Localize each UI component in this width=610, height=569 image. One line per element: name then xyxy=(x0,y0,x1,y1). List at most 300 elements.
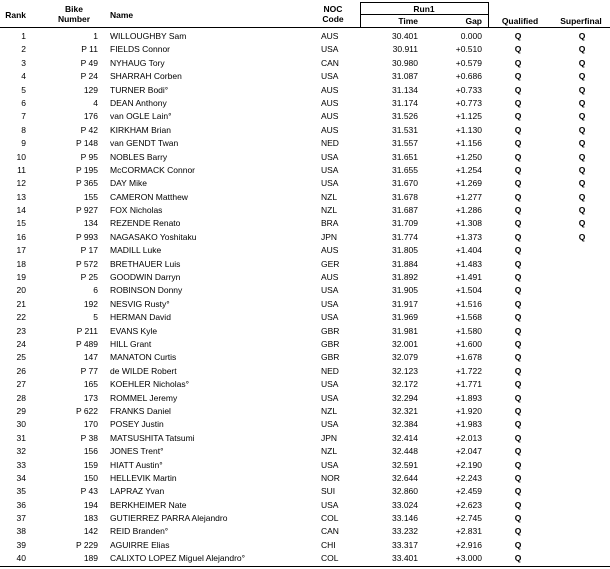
noc-code-cell: NZL xyxy=(321,446,338,457)
qualified-cell: Q xyxy=(514,419,522,430)
noc-code-cell: GBR xyxy=(321,352,340,363)
qualified-cell: Q xyxy=(514,31,522,41)
bike-number-cell: 134 xyxy=(83,218,98,229)
rank-cell: 24 xyxy=(16,338,26,349)
bike-number-cell: P 622 xyxy=(75,405,98,416)
qualified-cell: Q xyxy=(514,432,522,443)
table-row xyxy=(0,57,610,70)
noc-code-cell: USA xyxy=(321,499,339,510)
table-row xyxy=(0,539,610,552)
noc-code-cell: CAN xyxy=(321,57,339,68)
gap-cell: +1.250 xyxy=(455,151,482,162)
name-header: Name xyxy=(110,10,134,20)
gap-cell: +1.983 xyxy=(455,419,482,430)
time-cell: 31.892 xyxy=(392,272,418,283)
time-cell: 31.531 xyxy=(392,124,418,135)
athlete-name-cell: HELLEVIK Martin xyxy=(110,472,177,483)
table-row xyxy=(0,124,610,137)
athlete-name-cell: HERMAN David xyxy=(110,312,171,323)
qualified-cell: Q xyxy=(514,459,522,470)
athlete-name-cell: NOBLES Barry xyxy=(110,151,168,162)
time-cell: 32.294 xyxy=(392,392,418,403)
bike-number-cell: P 17 xyxy=(80,245,98,256)
bike-number-cell: P 38 xyxy=(80,432,98,443)
qualified-cell: Q xyxy=(514,84,522,95)
rank-cell: 40 xyxy=(16,553,26,564)
superfinal-cell: Q xyxy=(578,124,586,135)
time-cell: 31.884 xyxy=(392,258,418,269)
gap-cell: +1.722 xyxy=(455,365,482,376)
time-cell: 31.687 xyxy=(392,205,418,216)
rank-cell: 8 xyxy=(21,124,26,135)
qualified-cell: Q xyxy=(514,338,522,349)
athlete-name-cell: HILL Grant xyxy=(110,338,152,349)
noc-code-cell: SUI xyxy=(321,486,336,497)
bike-number-cell: 155 xyxy=(83,191,98,202)
athlete-name-cell: DAY Mike xyxy=(110,178,148,189)
gap-cell: +1.600 xyxy=(455,338,482,349)
rank-cell: 19 xyxy=(16,272,26,283)
rank-cell: 21 xyxy=(16,298,26,309)
noc-code-cell: AUS xyxy=(321,111,339,122)
qualified-cell: Q xyxy=(514,499,522,510)
athlete-name-cell: AGUIRRE Elias xyxy=(110,539,170,550)
rank-header: Rank xyxy=(5,10,26,20)
time-cell: 32.448 xyxy=(392,446,418,457)
gap-cell: +2.243 xyxy=(455,472,482,483)
rank-cell: 10 xyxy=(16,151,26,162)
time-cell: 31.709 xyxy=(392,218,418,229)
athlete-name-cell: GUTIERREZ PARRA Alejandro xyxy=(110,513,228,524)
noc-code-cell: NED xyxy=(321,138,339,149)
rank-cell: 36 xyxy=(16,499,26,510)
qualified-cell: Q xyxy=(514,553,522,564)
header-bottom-rule xyxy=(0,27,610,28)
results-table-body xyxy=(0,30,610,566)
gap-cell: +1.568 xyxy=(455,312,482,323)
table-row xyxy=(0,70,610,83)
time-cell: 31.969 xyxy=(392,312,418,323)
bike-number-cell: P 993 xyxy=(75,231,98,242)
rank-cell: 7 xyxy=(21,111,26,122)
table-row xyxy=(0,351,610,364)
time-cell: 31.774 xyxy=(392,231,418,242)
noc-code-cell: USA xyxy=(321,419,339,430)
rank-cell: 32 xyxy=(16,446,26,457)
superfinal-cell: Q xyxy=(578,44,586,55)
qualified-cell: Q xyxy=(514,312,522,323)
table-row xyxy=(0,485,610,498)
noc-code-cell: GER xyxy=(321,258,340,269)
noc-code-cell: NED xyxy=(321,365,339,376)
rank-cell: 12 xyxy=(16,178,26,189)
noc-code-cell: USA xyxy=(321,164,339,175)
gap-cell: +0.686 xyxy=(455,71,482,82)
table-row xyxy=(0,110,610,123)
table-row xyxy=(0,30,610,43)
gap-cell: +1.504 xyxy=(455,285,482,296)
noc-code-cell: JPN xyxy=(321,432,338,443)
run1-right-rule xyxy=(488,2,489,28)
time-cell: 30.980 xyxy=(392,57,418,68)
time-cell: 33.401 xyxy=(392,553,418,564)
gap-cell: +1.580 xyxy=(455,325,482,336)
table-row xyxy=(0,405,610,418)
qualified-cell: Q xyxy=(514,218,522,229)
gap-cell: +1.678 xyxy=(455,352,482,363)
athlete-name-cell: ROBINSON Donny xyxy=(110,285,183,296)
gap-cell: +2.831 xyxy=(455,526,482,537)
gap-cell: +1.308 xyxy=(455,218,482,229)
athlete-name-cell: NYHAUG Tory xyxy=(110,57,165,68)
bike-number-cell: 176 xyxy=(83,111,98,122)
rank-cell: 25 xyxy=(16,352,26,363)
time-cell: 31.557 xyxy=(392,138,418,149)
athlete-name-cell: CAMERON Matthew xyxy=(110,191,188,202)
table-row xyxy=(0,43,610,56)
noc-code-cell: USA xyxy=(321,379,339,390)
table-row xyxy=(0,378,610,391)
noc-code-cell: NZL xyxy=(321,191,338,202)
noc-code-cell: AUS xyxy=(321,84,339,95)
athlete-name-cell: FOX Nicholas xyxy=(110,205,163,216)
qualified-cell: Q xyxy=(514,151,522,162)
gap-cell: +1.483 xyxy=(455,258,482,269)
gap-cell: +2.745 xyxy=(455,513,482,524)
gap-cell: +1.254 xyxy=(455,164,482,175)
time-cell: 31.134 xyxy=(392,84,418,95)
table-row xyxy=(0,244,610,257)
bike-number-cell: P 95 xyxy=(80,151,98,162)
noc-code-cell: GBR xyxy=(321,338,340,349)
rank-cell: 23 xyxy=(16,325,26,336)
noc-code-cell: CAN xyxy=(321,526,339,537)
bike-number-cell: P 77 xyxy=(80,365,98,376)
table-row xyxy=(0,191,610,204)
noc-code-cell: GBR xyxy=(321,325,340,336)
rank-cell: 5 xyxy=(21,84,26,95)
rank-cell: 1 xyxy=(21,31,26,41)
time-cell: 32.591 xyxy=(392,459,418,470)
table-row xyxy=(0,459,610,472)
bike-number-cell: 147 xyxy=(83,352,98,363)
rank-cell: 11 xyxy=(17,164,26,175)
run1-mid-rule xyxy=(360,14,488,15)
rank-cell: 3 xyxy=(21,57,26,68)
qualified-cell: Q xyxy=(514,446,522,457)
noc-code-cell: USA xyxy=(321,312,339,323)
bike-number-cell: 170 xyxy=(83,419,98,430)
bike-number-cell: 129 xyxy=(83,84,98,95)
athlete-name-cell: McCORMACK Connor xyxy=(110,164,196,175)
bike-number-cell: P 42 xyxy=(80,124,98,135)
noc-code-cell: USA xyxy=(321,459,339,470)
time-cell: 31.655 xyxy=(392,164,418,175)
superfinal-cell: Q xyxy=(578,138,586,149)
table-row xyxy=(0,338,610,351)
time-cell: 31.805 xyxy=(392,245,418,256)
time-cell: 31.917 xyxy=(392,298,418,309)
table-bottom-rule xyxy=(0,566,610,567)
qualified-cell: Q xyxy=(514,258,522,269)
athlete-name-cell: REID Branden° xyxy=(110,526,169,537)
rank-cell: 20 xyxy=(16,285,26,296)
bike-number-cell: 1 xyxy=(93,31,98,41)
bike-number-cell: 159 xyxy=(83,459,98,470)
gap-cell: +1.130 xyxy=(455,124,482,135)
bike-number-cell: 6 xyxy=(93,285,98,296)
noc-code-cell: USA xyxy=(321,285,339,296)
athlete-name-cell: REZENDE Renato xyxy=(110,218,181,229)
run1-top-rule xyxy=(360,2,488,3)
rank-cell: 22 xyxy=(16,312,26,323)
noc-code-cell: COL xyxy=(321,553,339,564)
time-cell: 33.024 xyxy=(392,499,418,510)
noc-code-cell: USA xyxy=(321,392,339,403)
bike-number-cell: 142 xyxy=(83,526,98,537)
qualified-cell: Q xyxy=(514,298,522,309)
gap-cell: +1.125 xyxy=(455,111,482,122)
rank-cell: 9 xyxy=(21,138,26,149)
table-row xyxy=(0,418,610,431)
noc-code-cell: USA xyxy=(321,71,339,82)
rank-cell: 4 xyxy=(21,71,26,82)
qualified-cell: Q xyxy=(514,57,522,68)
bike-number-cell: P 148 xyxy=(75,138,98,149)
gap-cell: +1.286 xyxy=(455,205,482,216)
qualified-cell: Q xyxy=(514,44,522,55)
gap-cell: +2.459 xyxy=(455,486,482,497)
bike-number-cell: 4 xyxy=(93,97,98,108)
qualified-cell: Q xyxy=(514,178,522,189)
qualified-cell: Q xyxy=(514,526,522,537)
time-cell: 31.174 xyxy=(392,97,418,108)
noc-code-cell: AUS xyxy=(321,97,339,108)
gap-cell: +1.404 xyxy=(455,245,482,256)
superfinal-cell: Q xyxy=(578,84,586,95)
noc-code-cell: COL xyxy=(321,513,339,524)
time-cell: 32.644 xyxy=(392,472,418,483)
qualified-cell: Q xyxy=(514,124,522,135)
bike-number-cell: 173 xyxy=(83,392,98,403)
athlete-name-cell: FIELDS Connor xyxy=(110,44,170,55)
athlete-name-cell: TURNER Bodi° xyxy=(110,84,169,95)
noc-code-cell: USA xyxy=(321,151,339,162)
table-row xyxy=(0,311,610,324)
table-row xyxy=(0,472,610,485)
time-cell: 33.232 xyxy=(392,526,418,537)
qualified-cell: Q xyxy=(514,325,522,336)
athlete-name-cell: CALIXTO LOPEZ Miguel Alejandro° xyxy=(110,553,246,564)
bike-number-cell: P 195 xyxy=(75,164,98,175)
rank-cell: 39 xyxy=(16,539,26,550)
table-row xyxy=(0,284,610,297)
qualified-cell: Q xyxy=(514,513,522,524)
rank-cell: 15 xyxy=(16,218,26,229)
rank-cell: 27 xyxy=(16,379,26,390)
bike-number-cell: 183 xyxy=(83,513,98,524)
superfinal-cell: Q xyxy=(578,151,586,162)
qualified-cell: Q xyxy=(514,231,522,242)
rank-cell: 31 xyxy=(16,432,26,443)
athlete-name-cell: BRETHAUER Luis xyxy=(110,258,181,269)
gap-cell: +1.277 xyxy=(455,191,482,202)
gap-header: Gap xyxy=(465,16,482,26)
superfinal-cell: Q xyxy=(578,191,586,202)
superfinal-cell: Q xyxy=(578,218,586,229)
gap-cell: +1.491 xyxy=(455,272,482,283)
superfinal-cell: Q xyxy=(578,205,586,216)
noc-code-cell: JPN xyxy=(321,231,338,242)
table-row xyxy=(0,512,610,525)
bike-number-cell: P 489 xyxy=(75,338,98,349)
rank-cell: 14 xyxy=(16,205,26,216)
gap-cell: +2.013 xyxy=(455,432,482,443)
gap-cell: +1.920 xyxy=(455,405,482,416)
gap-cell: +1.893 xyxy=(455,392,482,403)
noc-code-cell: CHI xyxy=(321,539,336,550)
gap-cell: +1.269 xyxy=(455,178,482,189)
noc-code-cell: NZL xyxy=(321,205,338,216)
athlete-name-cell: MATSUSHITA Tatsumi xyxy=(110,432,195,443)
gap-cell: +2.916 xyxy=(455,539,482,550)
rank-cell: 16 xyxy=(16,231,26,242)
gap-cell: +1.516 xyxy=(455,298,482,309)
time-cell: 33.146 xyxy=(392,513,418,524)
table-row xyxy=(0,365,610,378)
noc-code-cell: NOR xyxy=(321,472,340,483)
time-cell: 31.981 xyxy=(392,325,418,336)
time-cell: 31.670 xyxy=(392,178,418,189)
athlete-name-cell: BERKHEIMER Nate xyxy=(110,499,187,510)
time-cell: 32.123 xyxy=(392,365,418,376)
athlete-name-cell: LAPRAZ Yvan xyxy=(110,486,165,497)
athlete-name-cell: KIRKHAM Brian xyxy=(110,124,171,135)
gap-cell: +2.047 xyxy=(455,446,482,457)
time-cell: 32.079 xyxy=(392,352,418,363)
rank-cell: 6 xyxy=(21,97,26,108)
athlete-name-cell: FRANKS Daniel xyxy=(110,405,171,416)
qualified-cell: Q xyxy=(514,245,522,256)
rank-cell: 34 xyxy=(16,472,26,483)
time-cell: 33.317 xyxy=(392,539,418,550)
rank-cell: 29 xyxy=(16,405,26,416)
time-cell: 32.172 xyxy=(392,379,418,390)
noc-code-cell: USA xyxy=(321,298,339,309)
athlete-name-cell: ROMMEL Jeremy xyxy=(110,392,178,403)
athlete-name-cell: WILLOUGHBY Sam xyxy=(110,31,187,41)
table-row xyxy=(0,445,610,458)
gap-cell: +0.773 xyxy=(455,97,482,108)
athlete-name-cell: DEAN Anthony xyxy=(110,97,167,108)
athlete-name-cell: MANATON Curtis xyxy=(110,352,177,363)
table-row xyxy=(0,204,610,217)
bike-number-cell: P 43 xyxy=(80,486,98,497)
qualified-cell: Q xyxy=(514,111,522,122)
athlete-name-cell: SHARRAH Corben xyxy=(110,71,182,82)
table-row xyxy=(0,392,610,405)
bike-number-cell: 189 xyxy=(83,553,98,564)
time-cell: 30.911 xyxy=(392,44,418,55)
rank-cell: 33 xyxy=(16,459,26,470)
athlete-name-cell: GOODWIN Darryn xyxy=(110,272,181,283)
bike-number-cell: 156 xyxy=(83,446,98,457)
qualified-cell: Q xyxy=(514,191,522,202)
time-cell: 30.401 xyxy=(392,31,418,41)
bike-number-cell: P 927 xyxy=(75,205,98,216)
noc-code-cell: USA xyxy=(321,178,339,189)
noc-code-cell: AUS xyxy=(321,31,339,41)
rank-cell: 17 xyxy=(16,245,26,256)
bike-number-cell: P 211 xyxy=(76,325,98,336)
table-row xyxy=(0,525,610,538)
qualified-cell: Q xyxy=(514,405,522,416)
table-row xyxy=(0,84,610,97)
gap-cell: +1.771 xyxy=(455,379,482,390)
gap-cell: +3.000 xyxy=(455,553,482,564)
rank-cell: 26 xyxy=(16,365,26,376)
athlete-name-cell: NESVIG Rusty° xyxy=(110,298,170,309)
bike-number-cell: P 11 xyxy=(81,44,98,55)
superfinal-cell: Q xyxy=(578,71,586,82)
athlete-name-cell: POSEY Justin xyxy=(110,419,164,430)
time-cell: 32.414 xyxy=(392,432,418,443)
time-cell: 31.678 xyxy=(392,191,418,202)
rank-cell: 2 xyxy=(21,44,26,55)
noc-header-line1: NOC xyxy=(323,4,343,14)
athlete-name-cell: KOEHLER Nicholas° xyxy=(110,379,189,390)
time-header: Time xyxy=(398,16,418,26)
qualified-cell: Q xyxy=(514,138,522,149)
time-cell: 32.001 xyxy=(392,338,418,349)
qualified-cell: Q xyxy=(514,97,522,108)
time-cell: 31.526 xyxy=(392,111,418,122)
noc-code-cell: BRA xyxy=(321,218,339,229)
time-cell: 32.860 xyxy=(392,486,418,497)
bike-number-cell: P 25 xyxy=(80,272,98,283)
time-cell: 31.905 xyxy=(392,285,418,296)
run1-header: Run1 xyxy=(413,4,435,14)
table-row xyxy=(0,271,610,284)
table-row xyxy=(0,137,610,150)
superfinal-cell: Q xyxy=(578,57,586,68)
rank-cell: 35 xyxy=(16,486,26,497)
bike-number-cell: P 572 xyxy=(75,258,98,269)
bike-header-line1: Bike xyxy=(65,4,83,14)
qualified-header: Qualified xyxy=(501,16,539,26)
table-row xyxy=(0,298,610,311)
qualified-cell: Q xyxy=(514,472,522,483)
qualified-cell: Q xyxy=(514,272,522,283)
rank-cell: 13 xyxy=(16,191,26,202)
bike-number-cell: P 49 xyxy=(80,57,98,68)
athlete-name-cell: MADILL Luke xyxy=(110,245,162,256)
athlete-name-cell: de WILDE Robert xyxy=(110,365,177,376)
qualified-cell: Q xyxy=(514,352,522,363)
table-row xyxy=(0,231,610,244)
superfinal-cell: Q xyxy=(578,31,586,41)
table-row xyxy=(0,97,610,110)
athlete-name-cell: JONES Trent° xyxy=(110,446,164,457)
qualified-cell: Q xyxy=(514,285,522,296)
noc-code-cell: AUS xyxy=(321,245,339,256)
table-row xyxy=(0,432,610,445)
gap-cell: +0.733 xyxy=(455,84,482,95)
qualified-cell: Q xyxy=(514,486,522,497)
bike-number-cell: P 24 xyxy=(80,71,98,82)
qualified-cell: Q xyxy=(514,392,522,403)
bike-number-cell: 194 xyxy=(83,499,98,510)
